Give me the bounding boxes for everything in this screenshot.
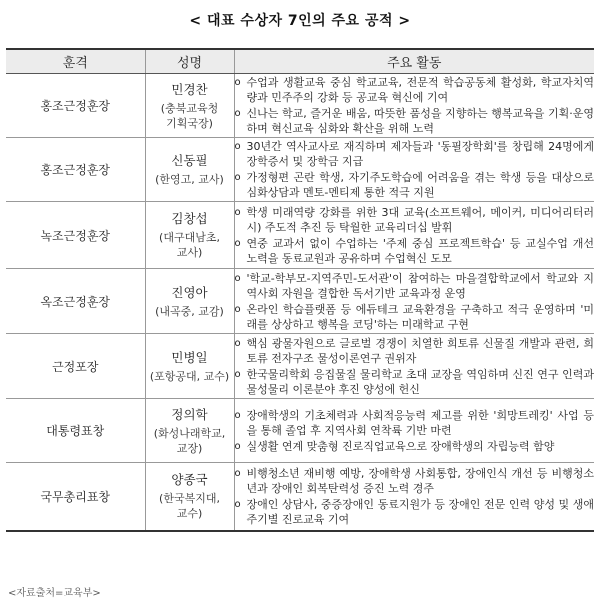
activity-text: 실생활 연계 맞춤형 진로직업교육으로 장애학생의 자립능력 함양 xyxy=(246,439,555,453)
person-affiliation: (포항공대, 교수) xyxy=(149,369,230,383)
person-affiliation: (충북교육청 xyxy=(160,101,219,115)
circle-bullet-icon: o xyxy=(234,498,241,510)
person-name: 신동필 xyxy=(171,153,208,168)
activity-text: 30년간 역사교사로 재직하며 제자들과 '동필장학회'를 창립해 24명에게 장학증서 및 장학금 지급 xyxy=(246,140,594,168)
activities-cell xyxy=(234,269,594,334)
activity-item xyxy=(235,106,595,136)
award-cell: 녹조근정훈장 xyxy=(6,202,145,269)
person-affiliation: (한국복지대, xyxy=(159,492,220,506)
activity-item xyxy=(235,236,595,266)
table-row xyxy=(6,463,594,531)
person-cell xyxy=(145,463,234,531)
person-cell xyxy=(145,74,234,138)
activities-cell xyxy=(234,74,594,138)
person-affiliation: 교사) xyxy=(176,246,203,259)
person-cell xyxy=(145,334,234,399)
activity-text: 핵심 광물자원으로 글로벌 경쟁이 치열한 희토류 신물질 개발과 관련, 희토류 전자구조 물성이론연구 권위자 xyxy=(246,336,594,365)
activity-text: 가정형편 곤란 학생, 자기주도학습에 어려움을 겪는 학생 등을 대상으로 심화상담과 멘토-멘티제 통한 적극 지원 xyxy=(246,171,594,199)
award-cell: 홍조근정훈장 xyxy=(6,138,145,202)
table-row xyxy=(6,269,594,334)
circle-bullet-icon: o xyxy=(234,368,241,380)
activity-text: 장애인 상담사, 중증장애인 동료지원가 등 장애인 전문 인력 양성 및 생애 주기별 진로교육 기여 xyxy=(246,497,594,526)
table-row xyxy=(6,334,594,399)
awards-table xyxy=(6,48,594,532)
person-affiliation: 기획국장) xyxy=(166,116,213,130)
person-affiliation: (내곡중, 교감) xyxy=(155,304,224,318)
column-header-activities: 주요 활동 xyxy=(234,49,594,74)
table-row xyxy=(6,74,594,138)
activity-item xyxy=(235,439,595,454)
activity-text: 신나는 학교, 즐거운 배움, 따뜻한 품성을 지향하는 행복교육을 기획·운영하며 혁신교육 심화와 확산을 위해 노력 xyxy=(246,107,594,135)
activities-cell xyxy=(234,202,594,269)
person-name: 정의학 xyxy=(171,406,208,422)
circle-bullet-icon: o xyxy=(234,440,241,452)
activity-text: 비행청소년 재비행 예방, 장애학생 사회통합, 장애인식 개선 등 비행청소년과 장애인 회복탄력성 증진 노력 경주 xyxy=(246,466,594,495)
activities-cell xyxy=(234,399,594,463)
circle-bullet-icon: o xyxy=(234,467,241,479)
circle-bullet-icon: o xyxy=(234,206,241,218)
person-affiliation: 교장) xyxy=(176,441,203,455)
activity-item xyxy=(235,205,595,235)
person-affiliation: 교수) xyxy=(176,507,203,521)
activity-text: 온라인 학습플랫폼 등 에듀테크 교육환경을 구축하고 적극 운영하며 '미래를 상상하고 행복을 코딩'하는 미래학교 구현 xyxy=(246,302,594,331)
award-cell: 홍조근정훈장 xyxy=(6,74,145,138)
activities-cell xyxy=(234,463,594,531)
person-name: 민경찬 xyxy=(171,81,208,97)
activity-text: 수업과 생활교육 중심 학교교육, 전문적 학습공동체 활성화, 학교자치역량과 민주주의 강화 등 공교육 혁신에 기여 xyxy=(246,76,594,104)
activity-item xyxy=(235,336,595,366)
person-affiliation: (화성나래학교, xyxy=(153,426,226,440)
activity-text: 한국물리학회 응집물질 물리학교 초대 교장을 역임하며 신진 연구 인력과 물성물리 이론분야 후진 양성에 헌신 xyxy=(246,367,594,396)
circle-bullet-icon: o xyxy=(234,108,241,119)
award-cell: 국무총리표창 xyxy=(6,463,145,531)
activity-text: 학생 미래역량 강화를 위한 3대 교육(소프트웨어, 메이커, 미디어리터러시) 주도적 추진 등 탁월한 교육리더십 발휘 xyxy=(246,205,594,234)
circle-bullet-icon: o xyxy=(234,172,241,183)
table-row xyxy=(6,399,594,463)
award-cell: 대통령표창 xyxy=(6,399,145,463)
person-affiliation: (대구대남초, xyxy=(159,231,220,244)
activities-cell xyxy=(234,334,594,399)
person-name: 진영아 xyxy=(171,284,208,300)
award-cell: 옥조근정훈장 xyxy=(6,269,145,334)
circle-bullet-icon: o xyxy=(234,303,241,315)
table-row xyxy=(6,202,594,269)
person-cell xyxy=(145,138,234,202)
activity-item xyxy=(235,271,595,301)
source-note: <자료출처=교육부> xyxy=(8,588,101,599)
activity-item xyxy=(235,170,595,200)
activity-text: 연중 교과서 없이 수업하는 '주제 중심 프로젝트학습' 등 교실수업 개선 노력을 동료교원과 공유하며 수업혁신 도모 xyxy=(246,236,594,265)
activity-item xyxy=(235,497,595,527)
table-row xyxy=(6,138,594,202)
circle-bullet-icon: o xyxy=(234,77,241,88)
activity-text: 장애학생의 기초체력과 사회적응능력 제고를 위한 '희망트레킹' 사업 등을 통해 졸업 후 지역사회 연착륙 기반 마련 xyxy=(246,408,594,437)
person-affiliation: (한영고, 교사) xyxy=(155,173,224,186)
person-name: 김창섭 xyxy=(171,211,208,226)
circle-bullet-icon: o xyxy=(234,141,241,152)
person-cell xyxy=(145,202,234,269)
table-header-row xyxy=(6,49,594,74)
activity-item xyxy=(235,302,595,332)
person-name: 양종국 xyxy=(171,472,208,488)
activities-cell xyxy=(234,138,594,202)
circle-bullet-icon: o xyxy=(234,272,241,284)
person-cell xyxy=(145,269,234,334)
award-cell: 근정포장 xyxy=(6,334,145,399)
person-name: 민병일 xyxy=(171,349,208,365)
column-header-name: 성명 xyxy=(145,49,234,74)
activity-text: '학교-학부모-지역주민-도서관'이 참여하는 마을결합학교에서 학교와 지역사회 자원을 결합한 독서기반 교육과정 운영 xyxy=(246,271,594,300)
circle-bullet-icon: o xyxy=(234,337,241,349)
activity-item xyxy=(235,139,595,169)
circle-bullet-icon: o xyxy=(234,409,241,421)
person-cell xyxy=(145,399,234,463)
circle-bullet-icon: o xyxy=(234,237,241,249)
activity-item xyxy=(235,466,595,496)
activity-item xyxy=(235,75,595,105)
activity-item xyxy=(235,408,595,438)
page-title: < 대표 수상자 7인의 주요 공적 > xyxy=(189,13,411,29)
column-header-award: 훈격 xyxy=(6,49,145,74)
activity-item xyxy=(235,367,595,397)
